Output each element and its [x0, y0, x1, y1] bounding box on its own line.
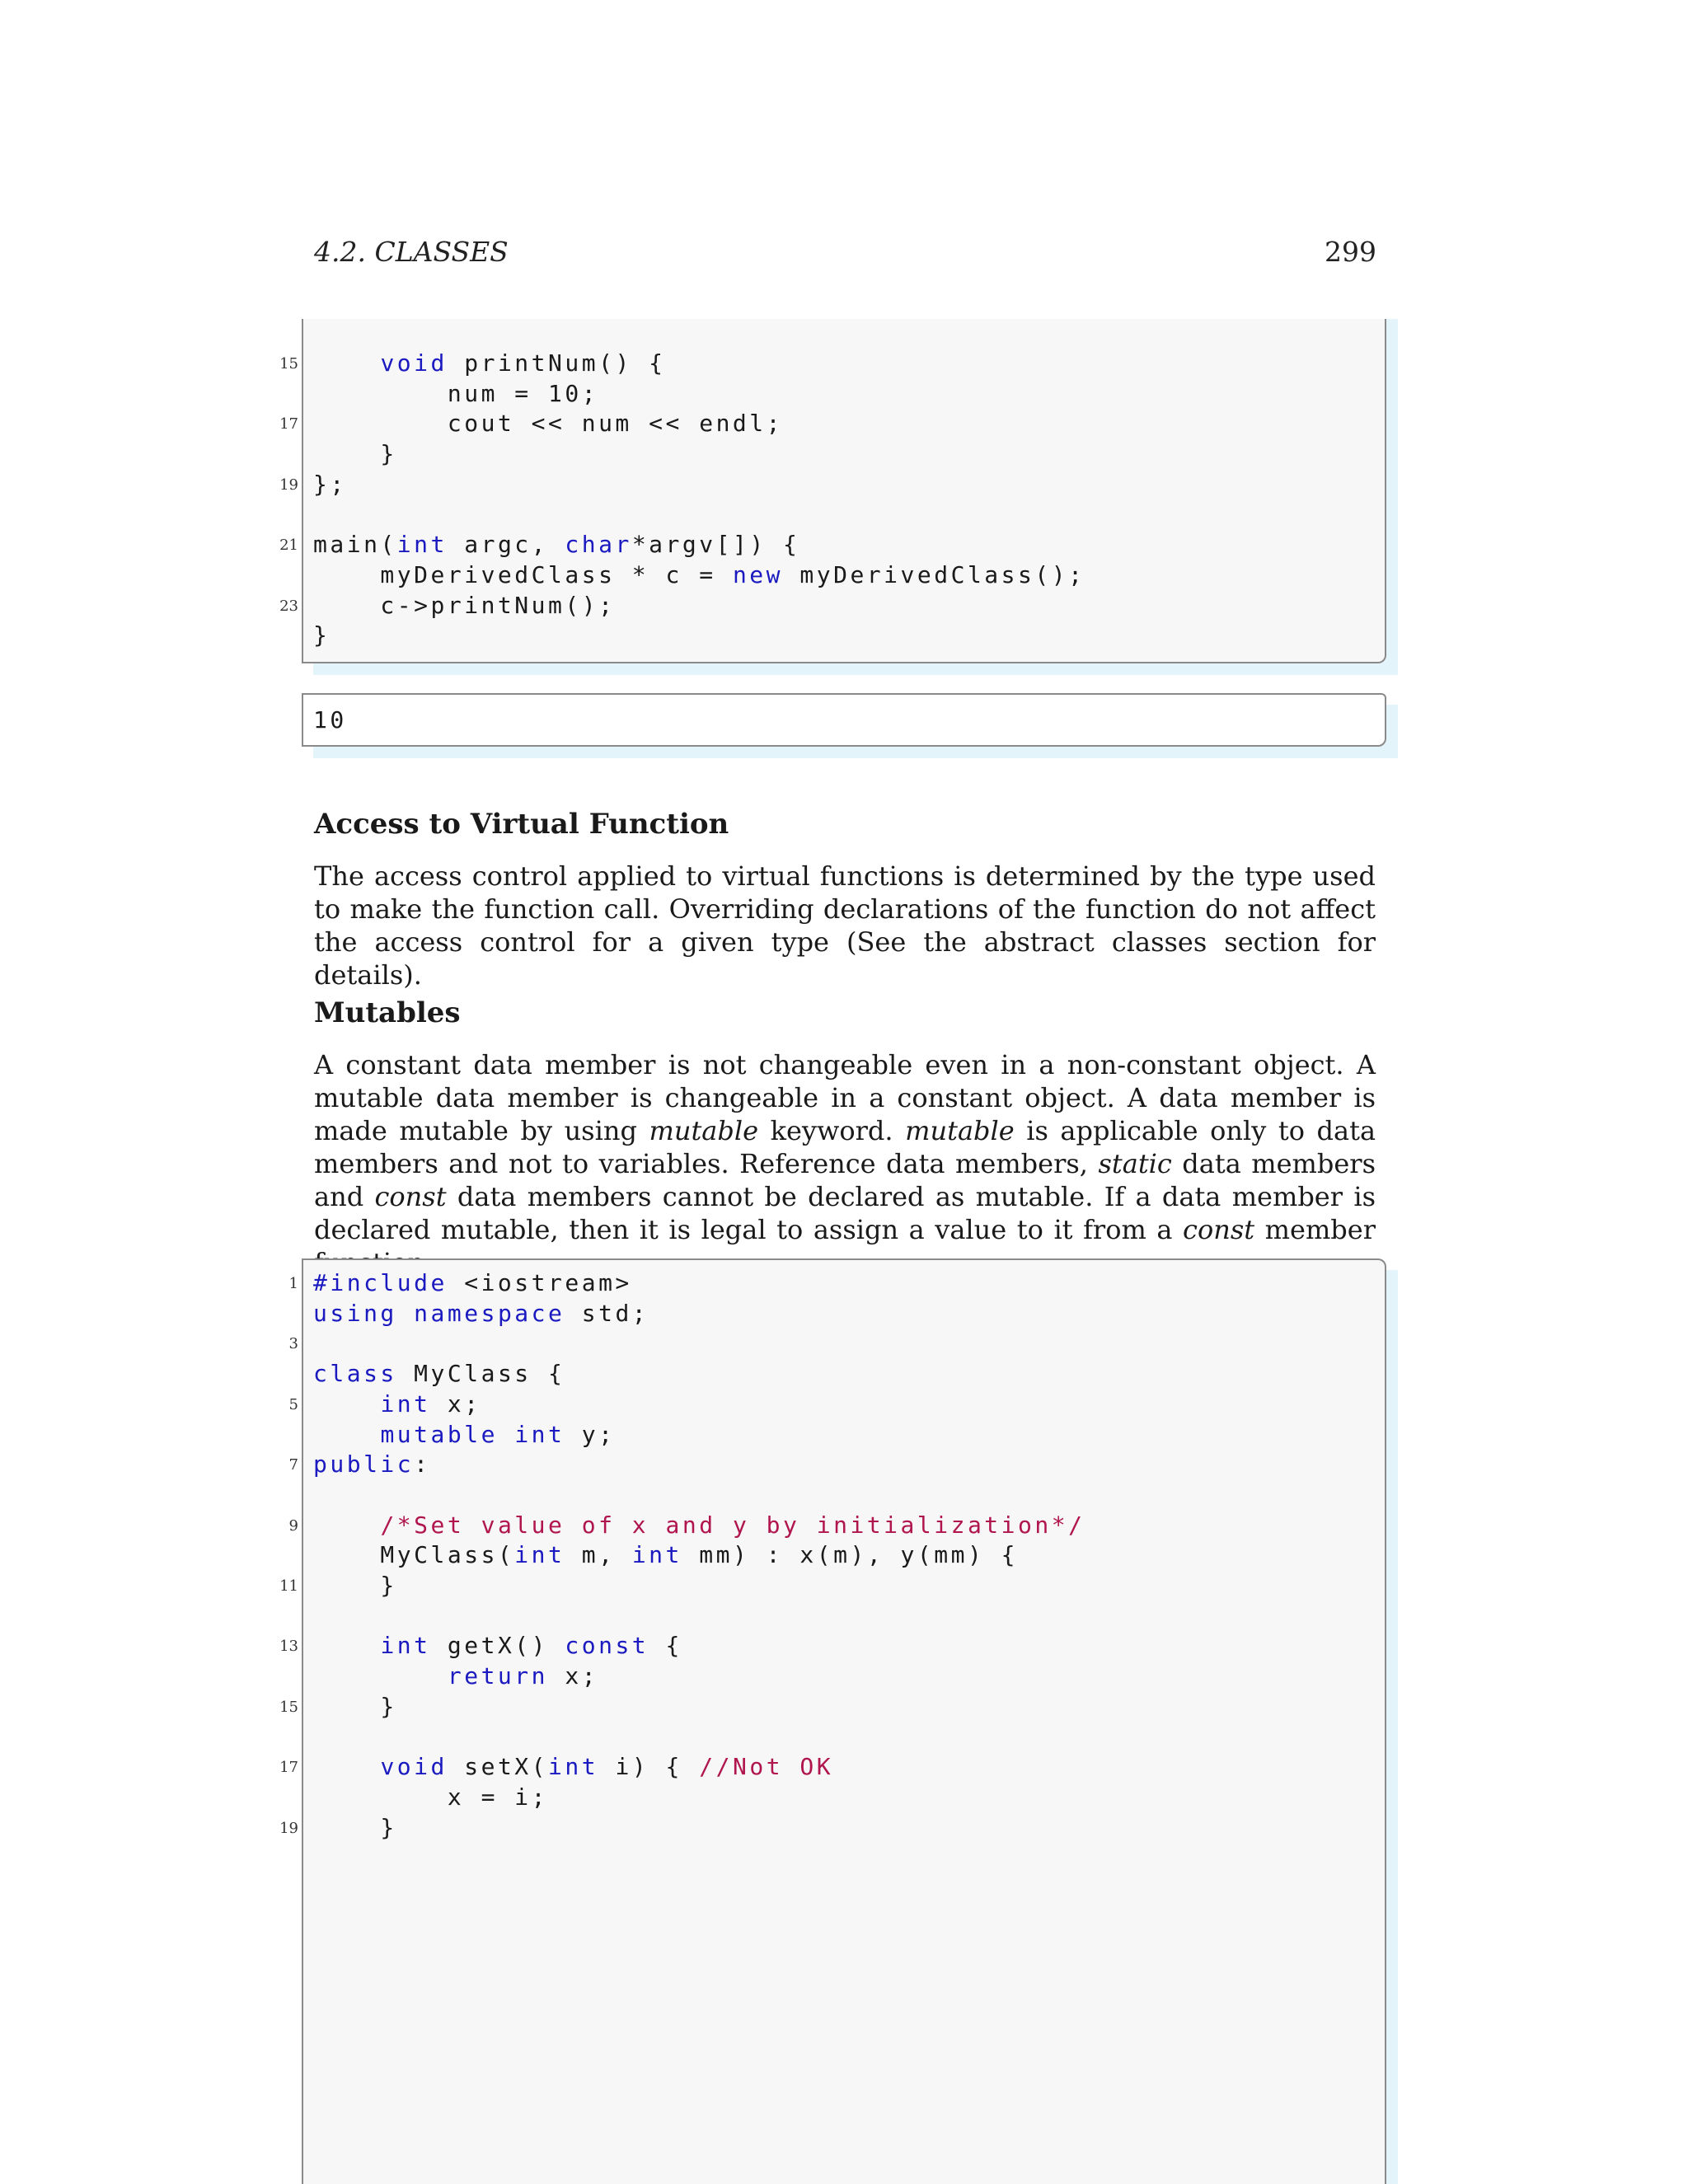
section-title-mutables: Mutables: [314, 996, 461, 1029]
code-line: myDerivedClass * c = new myDerivedClass();: [313, 560, 1085, 588]
code-line: /*Set value of x and y by initialization*/: [380, 1511, 1085, 1539]
line-number: 17: [279, 415, 298, 434]
line-number: 19: [279, 476, 298, 494]
line-number: 7: [288, 1456, 298, 1474]
code-line: };: [313, 470, 347, 498]
code-line: }: [313, 1813, 397, 1841]
section-title-access-virtual: Access to Virtual Function: [314, 808, 729, 841]
code-line: int getX() const {: [380, 1632, 682, 1660]
page-number: 299: [1325, 236, 1376, 268]
line-number: 21: [279, 537, 298, 555]
paragraph-access-virtual: The access control applied to virtual functions is determined by the type used to make the function call. Overriding declarations of the function do not affect the access control for a given type (See the abstract classes section for details).: [314, 860, 1376, 991]
line-number: 1: [288, 1275, 298, 1292]
code-line: }: [313, 1572, 397, 1599]
line-number: 17: [279, 1759, 298, 1777]
line-number: 9: [288, 1516, 298, 1535]
code-line: class MyClass {: [313, 1360, 565, 1388]
paragraph-mutables: A constant data member is not changeable even in a non-constant object. A mutable data member is changeable in a constant object. A data member is made mutable by using mutable keyword. mutable is applicable only to data members and not to variables. Reference data members, static data members and const data members cannot be declared as mutable. If a data member is declared mutable, then it is legal to assign a value to it from a const member: [314, 1049, 1376, 1245]
code-line: MyClass(int m, int mm) : x(m), y(mm) {: [313, 1541, 1019, 1569]
code-line: public:: [313, 1451, 431, 1479]
code-line: #include <iostream>: [313, 1269, 632, 1296]
code-line: }: [313, 621, 331, 649]
line-number: 19: [279, 1819, 298, 1837]
code-line: return x;: [447, 1662, 599, 1690]
output-text: 10: [313, 706, 347, 733]
code-line: void setX(int i) { //Not OK: [380, 1753, 834, 1781]
code-line: x = i;: [313, 1783, 549, 1811]
line-number: 3: [288, 1335, 298, 1353]
code-line: main(int argc, char*argv[]) {: [313, 531, 800, 559]
code-line: }: [313, 1692, 397, 1720]
line-number: 23: [279, 597, 298, 615]
code-line: void printNum() {: [380, 349, 666, 377]
code-line: }: [313, 440, 397, 468]
output-box: [302, 693, 1386, 747]
line-number: 13: [279, 1638, 298, 1656]
code-line: int x;: [380, 1390, 481, 1418]
code-line: c->printNum();: [313, 591, 616, 619]
code-line: mutable int y;: [380, 1420, 616, 1448]
code-line: num = 10;: [313, 379, 599, 407]
running-header-section: 4.2. CLASSES: [314, 236, 509, 268]
code-line: cout << num << endl;: [313, 410, 784, 438]
line-number: 5: [288, 1395, 298, 1413]
code-line: using namespace std;: [313, 1299, 649, 1327]
line-number: 15: [279, 1698, 298, 1716]
line-number: 15: [279, 355, 298, 373]
line-number: 11: [279, 1577, 298, 1595]
